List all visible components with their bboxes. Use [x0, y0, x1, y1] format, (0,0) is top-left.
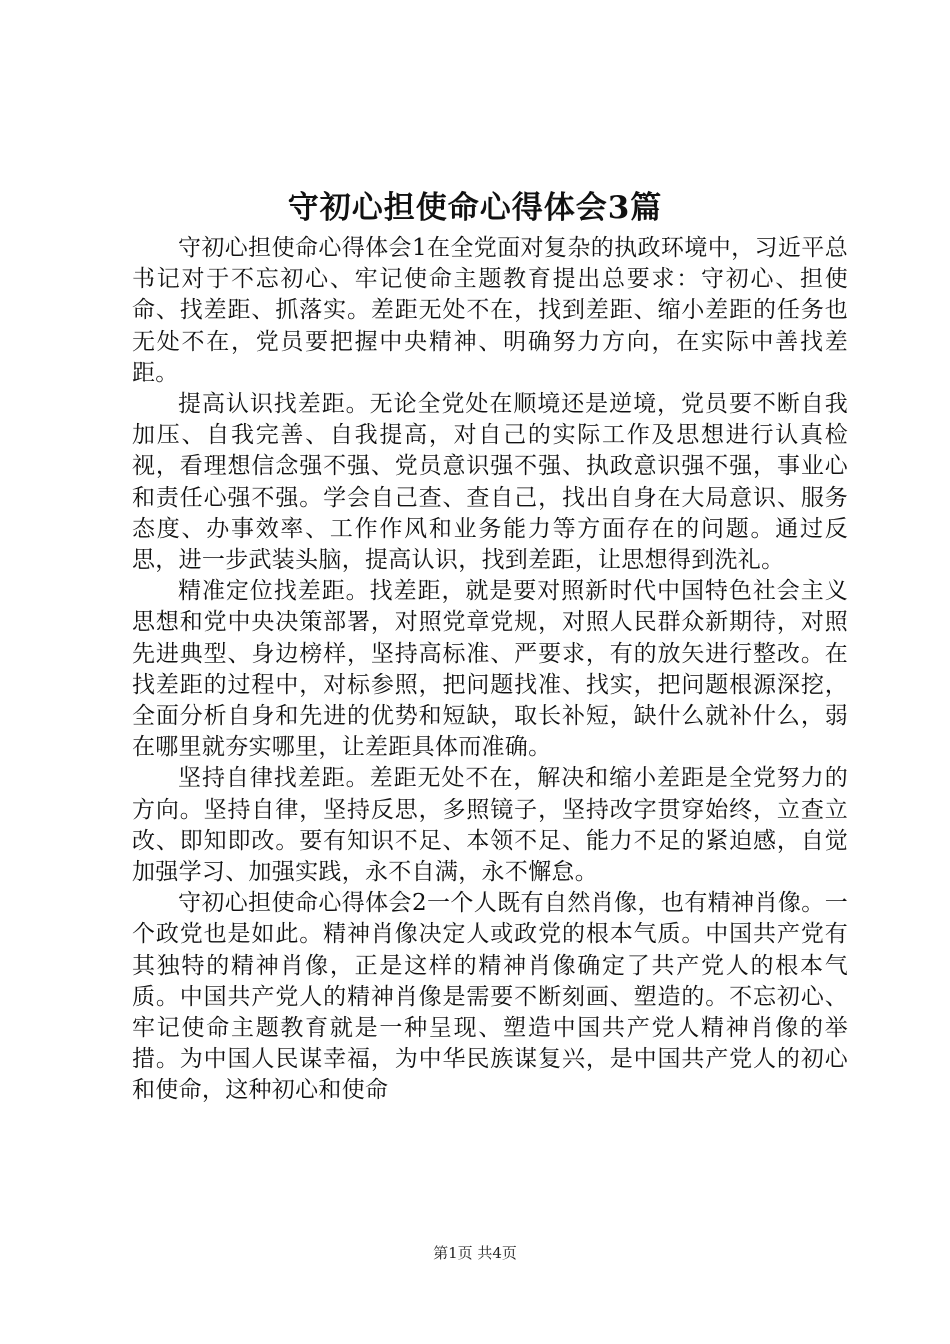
paragraph-1: 守初心担使命心得体会1在全党面对复杂的执政环境中，习近平总书记对于不忘初心、牢记使命主题教育提出总要求：守初心、担使命、找差距、抓落实。差距无处不在，找到差距、缩小差距的任务也无处不在，党员要把握中央精神、明确努力方向，在实际中善找差距。: [132, 235, 848, 386]
paragraph-3: 精准定位找差距。找差距，就是要对照新时代中国特色社会主义思想和党中央决策部署，对照党章党规，对照人民群众新期待，对照先进典型、身边榜样，坚持高标准、严要求，有的放矢进行整改。在找差距的过程中，对标参照，把问题找准、找实，把问题根源深挖，全面分析自身和先进的优势和短缺，取长补短，缺什么就补什么，弱在哪里就夯实哪里，让差距具体而准确。: [132, 578, 848, 761]
paragraph-4: 坚持自律找差距。差距无处不在，解决和缩小差距是全党努力的方向。坚持自律，坚持反思，多照镜子，坚持改字贯穿始终，立查立改、即知即改。要有知识不足、本领不足、能力不足的紧迫感，自觉加强学习、加强实践，永不自满，永不懈怠。: [132, 765, 848, 886]
document-title: 守初心担使命心得体会3篇: [287, 190, 663, 226]
page-footer: 第1页 共4页: [433, 1244, 517, 1262]
paragraph-5: 守初心担使命心得体会2一个人既有自然肖像，也有精神肖像。一个政党也是如此。精神肖像决定人或政党的根本气质。中国共产党有其独特的精神肖像，正是这样的精神肖像确定了共产党人的根本气质。中国共产党人的精神肖像是需要不断刻画、塑造的。不忘初心、牢记使命主题教育就是一种呈现、塑造中国共产党人精神肖像的举措。为中国人民谋幸福，为中华民族谋复兴，是中国共产党人的初心和使命，这种初心和使命: [132, 890, 848, 1104]
document-body: [132, 233, 848, 1107]
paragraph-2: 提高认识找差距。无论全党处在顺境还是逆境，党员要不断自我加压、自我完善、自我提高，对自己的实际工作及思想进行认真检视，看理想信念强不强、党员意识强不强、执政意识强不强，事业心和责任心强不强。学会自己查、查自己，找出自身在大局意识、服务态度、办事效率、工作作风和业务能力等方面存在的问题。通过反思，进一步武装头脑，提高认识，找到差距，让思想得到洗礼。: [132, 391, 848, 574]
